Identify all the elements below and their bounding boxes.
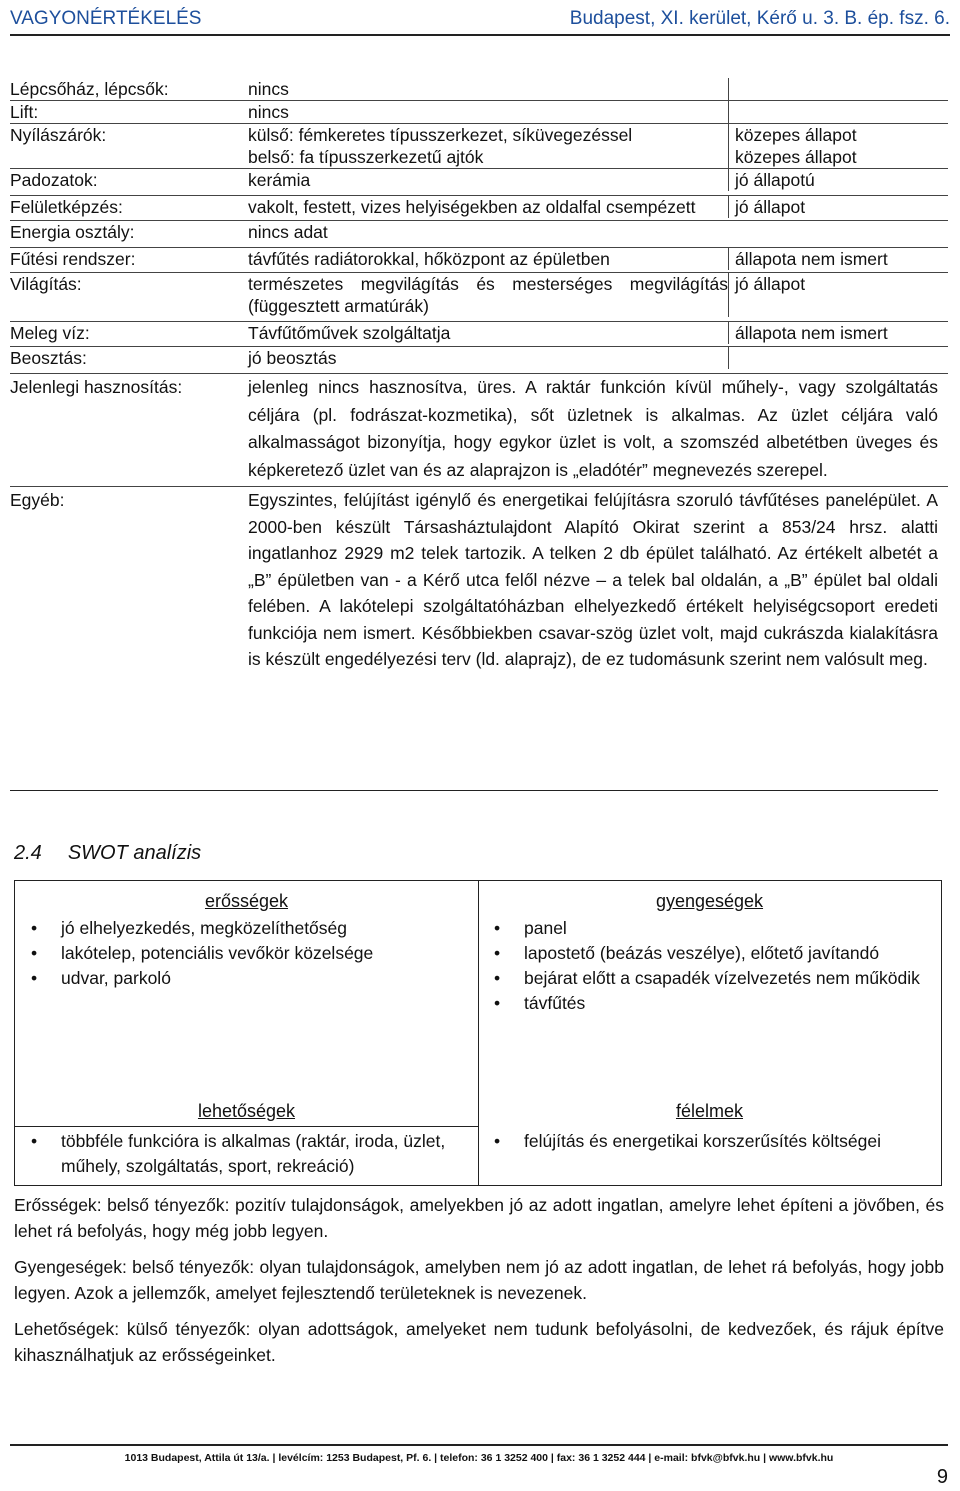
list-item: • távfűtés (524, 991, 931, 1016)
table-row (10, 123, 948, 146)
row-label: Meleg víz: (10, 323, 90, 343)
table-row (10, 247, 948, 270)
section-title: SWOT analízis (67, 842, 202, 864)
strengths-title: erősségek (204, 891, 289, 911)
row-desc: jó beosztás (248, 348, 337, 368)
definition-paragraph (14, 1316, 944, 1368)
list-item: • lapostető (beázás veszélye), előtető javítandó (524, 941, 931, 966)
row-label: Fűtési rendszer: (10, 249, 136, 269)
document-title: VAGYONÉRTÉKELÉS (10, 8, 202, 29)
swot-weaknesses (478, 889, 941, 1016)
page-header (10, 6, 950, 36)
section-heading (14, 842, 227, 865)
row-status: jó állapotú (728, 169, 948, 191)
list-item: • panel (524, 916, 931, 941)
swot-table (14, 880, 942, 1186)
row-label: Felületképzés: (10, 197, 123, 217)
row-status: közepes állapot (728, 124, 948, 146)
row-desc: belső: fa típusszerkezetű ajtók (248, 147, 484, 167)
list-item: • felújítás és energetikai korszerűsítés költségei (524, 1129, 901, 1154)
list-item: • lakótelep, potenciális vevőkör közelsége (61, 941, 478, 966)
row-label: Lift: (10, 102, 39, 122)
row-desc: nincs (248, 79, 289, 99)
table-row (10, 321, 948, 344)
table-row (10, 195, 948, 218)
definition-term: Lehetőségek (14, 1319, 115, 1339)
table-row (10, 272, 948, 317)
definition-text: : belső tényezők: pozitív tulajdonságok, amelyekben jó az adott ingatlan, amelyre lehet építeni a jövőben, és lehet rá befolyás, hogy még jobb legyen. (14, 1195, 944, 1241)
row-label: Nyílászárók: (10, 125, 107, 145)
row-desc: Távfűtőművek szolgáltatja (248, 323, 451, 343)
definition-paragraph (14, 1254, 944, 1306)
row-label (10, 146, 248, 168)
table-row (10, 220, 948, 243)
row-status: közepes állapot (728, 146, 948, 168)
row-status (728, 221, 948, 243)
definition-term: Erősségek (14, 1195, 97, 1215)
row-status: jó állapot (728, 273, 948, 317)
swot-opportunities (15, 1099, 478, 1179)
property-address: Budapest, XI. kerület, Kérő u. 3. B. ép. fsz. 6. (569, 8, 950, 29)
row-desc: külső: fémkeretes típusszerkezet, síküvegezéssel (248, 125, 633, 145)
page-number: 9 (936, 1466, 948, 1488)
row-label: Energia osztály: (10, 222, 135, 242)
list-item: • bejárat előtt a csapadék vízelvezetés nem működik (524, 966, 931, 991)
row-desc: kerámia (248, 170, 311, 190)
row-status: állapota nem ismert (728, 322, 948, 344)
list-item: • udvar, parkoló (61, 966, 478, 991)
row-label: Beosztás: (10, 348, 87, 368)
definition-text: : belső tényezők: olyan tulajdonságok, amelyben nem jó az adott ingatlan, de lehet rá befolyás, hogy jobb legyen. Azok a jellemzők, amelyet fejlesztendő területeknek is nevezenek. (14, 1257, 944, 1303)
swot-definitions (14, 1192, 944, 1378)
row-status: állapota nem ismert (728, 248, 948, 270)
property-table (10, 78, 948, 673)
row-label: Lépcsőház, lépcsők: (10, 79, 169, 99)
row-label: Egyéb: (10, 490, 65, 510)
row-status (728, 78, 948, 100)
row-desc: vakolt, festett, vizes helyiségekben az oldalfal csempézett (248, 197, 696, 217)
row-status (728, 101, 948, 123)
table-row (10, 346, 948, 369)
table-row (10, 486, 948, 673)
table-row (10, 168, 948, 191)
row-desc: jelenleg nincs hasznosítva, üres. A raktár funkción kívül műhely-, vagy szolgáltatás céljára (pl. fodrászat-kozmetika), sőt üzletnek is alkalmas. Az üzlet céljára való alkalmasságot bizonyítja, hogy egykor üzlet is volt, a szomszéd albetétben üveges és képkeretező üzlet van és az alaprajzon is „eladótér” megnevezés szerepel. (248, 377, 938, 480)
table-row (10, 100, 948, 123)
opportunities-title: lehetőségek (197, 1101, 296, 1121)
row-desc: nincs (248, 102, 289, 122)
section-number: 2.4 (14, 842, 42, 864)
list-item: • jó elhelyezkedés, megközelíthetőség (61, 916, 478, 941)
row-desc: Egyszintes, felújítást igénylő és energetikai felújításra szoruló távfűtéses panelépület. A 2000-ben készült Társasháztulajdont Alapító Okirat szerint a 853/24 hrsz. alatti ingatlanhoz 2929 m2 telek tartozik. A telken 2 db épület található. Az értékelt albetét a „B” épületben van - a Kérő utca felől nézve – a telek bal oldalán, a „B” épület bal oldali felében. A lakótelepi szolgáltatóházban elhelyezkedő értékelt helyiségcsoport eredeti funkciója nem ismert. Későbbiekben csavar-szög üzlet volt, majd cukrászda kialakításra is készült engedélyezési terv (ld. alaprajz), de ez tudomásunk szerint nem valósult meg. (248, 490, 938, 669)
threats-title: félelmek (675, 1101, 744, 1121)
table-row (10, 78, 948, 100)
table-row (10, 146, 948, 168)
row-status: jó állapot (728, 196, 948, 218)
row-label: Világítás: (10, 274, 82, 294)
table-bottom-rule (10, 790, 938, 791)
row-desc: távfűtés radiátorokkal, hőközpont az épületben (248, 249, 610, 269)
list-item: • többféle funkcióra is alkalmas (raktár, iroda, üzlet, műhely, szolgáltatás, sport, rekreáció) (61, 1129, 462, 1179)
swot-threats (478, 1099, 941, 1154)
swot-strengths (15, 889, 478, 991)
row-status (728, 347, 948, 369)
row-label: Jelenlegi hasznosítás: (10, 377, 183, 397)
row-label: Padozatok: (10, 170, 98, 190)
row-desc: természetes megvilágítás és mesterséges megvilágítás (függesztett armatúrák) (248, 274, 728, 316)
row-desc: nincs adat (248, 222, 328, 242)
definition-paragraph (14, 1192, 944, 1244)
definition-term: Gyengeségek (14, 1257, 122, 1277)
weaknesses-title: gyengeségek (655, 891, 764, 911)
table-row (10, 373, 948, 484)
definition-text: : külső tényezők: olyan adottságok, amelyeket nem tudunk befolyásolni, de kedvezőek, és rájuk építve kihasználhatjuk az erősségeinket. (14, 1319, 944, 1365)
page-footer: 1013 Budapest, Attila út 13/a. | levélcím: 1253 Budapest, Pf. 6. | telefon: 36 1 3252 400 | fax: 36 1 3252 444 | e-mail: bfvk@bfvk.hu | www.bfvk.hu (10, 1444, 948, 1464)
